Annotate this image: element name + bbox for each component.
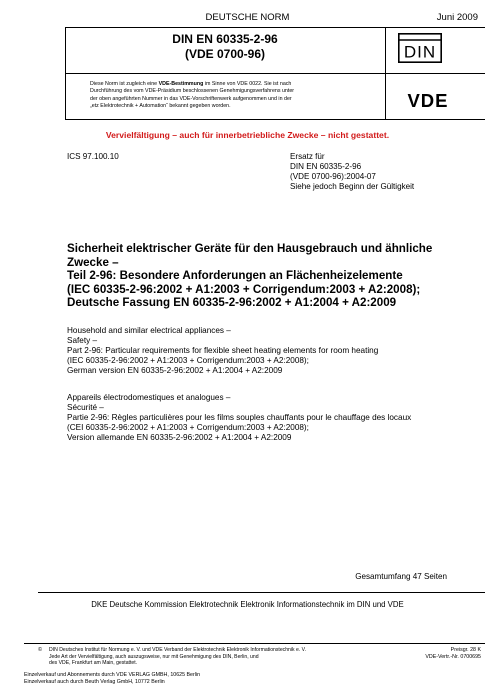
standard-number: DIN EN 60335-2-96 (172, 32, 278, 46)
top-rule (65, 27, 485, 28)
german-title (67, 242, 487, 310)
notice-line1-bold: VDE-Bestimmung (158, 81, 204, 87)
french-title-line: Appareils électrodomestiques et analogues – (67, 393, 231, 402)
copyright-notice (49, 647, 379, 667)
copyright-line3: des VDE, Frankfurt am Main, gestattet. (49, 660, 138, 667)
total-pages: Gesamtumfang 47 Seiten (355, 572, 447, 581)
dke-committee: DKE Deutsche Kommission Elektrotechnik Elektronik Informationstechnik im DIN und VDE (91, 600, 404, 609)
reproduction-notice: Vervielfältigung – auch für innerbetriebliche Zwecke – nicht gestattet. (105, 130, 390, 140)
replacement-line2: DIN EN 60335-2-96 (290, 162, 362, 171)
notice-divider (65, 119, 485, 120)
dke-top-rule (38, 592, 485, 593)
french-title (67, 393, 492, 443)
vde-logo-icon (396, 91, 460, 109)
notice-line2: Durchführung des vom VDE-Präsidium beschlossenen Genehmigungsverfahrens unter (90, 88, 295, 95)
english-title-line: German version EN 60335-2-96:2002 + A1:2004 + A2:2009 (67, 366, 283, 375)
vde-notice (90, 81, 365, 111)
din-logo-icon (398, 33, 442, 63)
notice-line4: „etz Elektrotechnik + Automation“ bekannt gegeben worden. (90, 103, 231, 110)
copyright-line1: DIN Deutsches Institut für Normung e. V. und VDE Verband der Elektrotechnik Elektronik Informationstechnik e. V. (49, 647, 306, 653)
sales-line2: Einzelverkauf auch durch Beuth Verlag GmbH, 10772 Berlin (24, 679, 165, 685)
din-logo-text: DIN (403, 42, 437, 62)
vde-logo-text: VDE (407, 91, 449, 109)
german-title-line: Teil 2-96: Besondere Anforderungen an Flächenheizelemente (67, 269, 403, 282)
english-title-line: Safety – (67, 336, 98, 345)
german-title-line: Sicherheit elektrischer Geräte für den Hausgebrauch und ähnliche (67, 242, 433, 255)
vde-order-number: VDE-Vertr.-Nr. 0700695 (425, 653, 481, 660)
german-title-line: Zwecke – (67, 255, 119, 269)
notice-line3: der oben angeführten Nummer in das VDE-Vorschriftenwerk aufgenommen und in der (90, 95, 292, 102)
notice-line1-a: Diese Norm ist zugleich eine (90, 81, 159, 87)
replacement-info (290, 152, 414, 192)
french-title-line: (CEI 60335-2-96:2002 + A1:2003 + Corrigendum:2003 + A2:2008); (67, 423, 309, 432)
english-title-line: (IEC 60335-2-96:2002 + A1:2003 + Corrigendum:2003 + A2:2008); (67, 356, 309, 365)
sales-line1: Einzelverkauf und Abonnements durch VDE VERLAG GMBH, 10625 Berlin (24, 672, 201, 678)
french-title-line: Partie 2-96: Règles particulières pour les films souples chauffants pour le chauffage des locaux (67, 413, 412, 422)
price-info (425, 647, 481, 660)
vde-number: (VDE 0700-96) (184, 47, 266, 61)
publication-date: Juni 2009 (436, 12, 478, 23)
footer-rule (24, 643, 485, 644)
replacement-line3: (VDE 0700-96):2004-07 (290, 172, 376, 181)
price-group: Preisgr. 28 K (450, 647, 481, 653)
german-title-line: (IEC 60335-2-96:2002 + A1:2003 + Corrigendum:2003 + A2:2008); (67, 282, 421, 296)
ics-code: ICS 97.100.10 (67, 152, 119, 161)
sales-info (24, 672, 200, 686)
german-title-line: Deutsche Fassung EN 60335-2-96:2002 + A1:2004 + A2:2009 (67, 296, 397, 309)
french-title-line: Version allemande EN 60335-2-96:2002 + A1:2004 + A2:2009 (67, 433, 292, 442)
english-title-line: Household and similar electrical appliances – (67, 326, 231, 335)
logo-frame-line (385, 27, 386, 119)
french-title-line: Sécurité – (67, 403, 104, 412)
english-title-line: Part 2-96: Particular requirements for flexible sheet heating elements for room heating (67, 346, 379, 355)
english-title (67, 326, 492, 376)
notice-line1-b: im Sinne von VDE 0022. Sie ist nach (203, 81, 292, 87)
replacement-line4: Siehe jedoch Beginn der Gültigkeit (290, 182, 415, 191)
designation-divider (65, 73, 485, 74)
copyright-line2: Jede Art der Vervielfältigung, auch auszugsweise, nur mit Genehmigung des DIN, Berlin, und (49, 653, 259, 660)
replacement-line1: Ersatz für (290, 152, 325, 161)
copyright-symbol: © (38, 647, 43, 653)
standard-type: DEUTSCHE NORM (205, 12, 290, 23)
